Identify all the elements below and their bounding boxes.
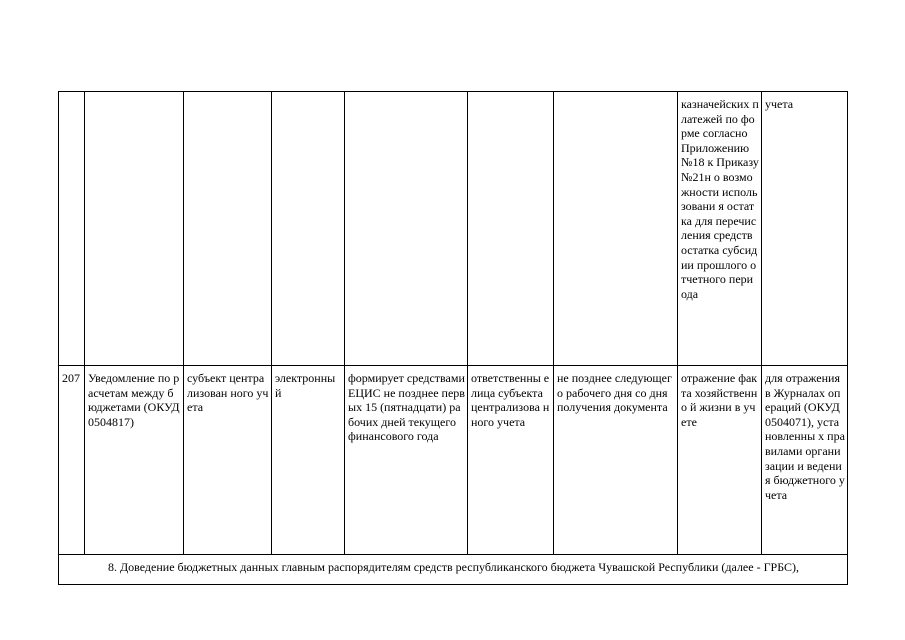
cell-number: 207	[59, 366, 85, 555]
section-heading: 8. Доведение бюджетных данных главным распорядителям средств республиканского бюджета Чувашской Республики (далее - ГРБС),	[59, 555, 848, 585]
cell-purpose: отражение факта хозяйственно й жизни в учете	[678, 366, 762, 555]
cell-deadline	[554, 92, 678, 366]
cell-form	[272, 92, 345, 366]
cell-number	[59, 92, 85, 366]
cell-timing: формирует средствами ЕЦИС не позднее первых 15 (пятнадцати) рабочих дней текущего финансового года	[345, 366, 468, 555]
cell-responsible: ответственны е лица субъекта централизова нного учета	[468, 366, 554, 555]
cell-purpose: казначейских платежей по форме согласно Приложению №18 к Приказу №21н о возможности использовани я остатка для перечисления средств остатка субсидии прошлого отчетного периода	[678, 92, 762, 366]
cell-timing	[345, 92, 468, 366]
cell-form: электронны й	[272, 366, 345, 555]
cell-deadline: не позднее следующего рабочего дня со дня получения документа	[554, 366, 678, 555]
table-row	[59, 366, 848, 555]
cell-note: для отражения в Журналах операций (ОКУД 0504071), установленны х правилами организации и ведения бюджетного учета	[762, 366, 848, 555]
cell-document: Уведомление по расчетам между бюджетами (ОКУД 0504817)	[85, 366, 184, 555]
cell-originator	[184, 92, 272, 366]
section-row	[59, 555, 848, 585]
document-table	[58, 91, 848, 585]
cell-document	[85, 92, 184, 366]
cell-responsible	[468, 92, 554, 366]
table-row	[59, 92, 848, 366]
cell-originator: субъект централизован ного учета	[184, 366, 272, 555]
cell-note: учета	[762, 92, 848, 366]
